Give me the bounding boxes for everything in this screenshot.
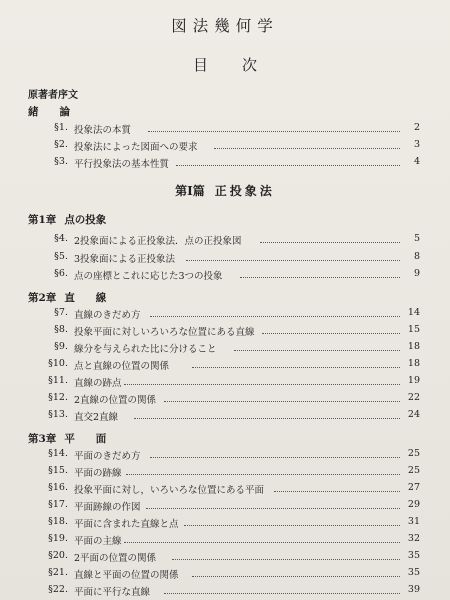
leader-dots [172,559,400,560]
part-number: 第Ⅰ篇 [175,184,205,198]
section-number: §1. [54,122,68,133]
chapter-title: 平 面 [64,433,107,445]
section-number: §14. [48,448,68,459]
toc-entry [0,409,450,423]
section-number: §19. [48,533,68,544]
leader-dots [262,333,400,334]
toc-entry [0,482,450,496]
entry-title: 2直線の位置の関係 [74,395,157,406]
entry-title: 点と直線の位置の関係 [74,361,170,372]
entry-title: 線分を与えられた比に分けること [74,344,217,355]
leader-dots [148,131,400,132]
section-number: §4. [54,233,68,244]
toc-entry [0,392,450,406]
leader-dots [124,542,400,543]
page-number: 4 [413,156,420,167]
leader-dots [150,316,400,317]
page-number: 19 [407,375,420,386]
entry-title: 直線の跡点 [74,378,122,389]
toc-title: 目次 [192,56,291,74]
section-number: §8. [54,324,68,335]
section-number: §12. [48,392,68,403]
chapter-heading [28,431,106,446]
section-number: §16. [48,482,68,493]
toc-entry [0,268,450,282]
page-number: 25 [407,465,420,476]
toc-entry [0,584,450,598]
page-number: 5 [413,233,420,244]
entry-title: 投象法の本質 [74,125,132,136]
section-number: §9. [54,341,68,352]
leader-dots [186,260,400,261]
chapter-title: 直 線 [64,292,107,304]
section-number: §5. [54,251,68,262]
entry-title: 平面に平行な直線 [74,587,151,598]
toc-entry [0,307,450,321]
toc-entry [0,550,450,564]
entry-title: 平行投象法の基本性質 [74,159,170,170]
entry-title: 直交2直線 [74,412,119,423]
leader-dots [126,474,400,475]
leader-dots [234,350,400,351]
part-heading [0,182,450,199]
chapter-heading [28,212,106,227]
toc-entry [0,567,450,581]
page-number: 14 [407,307,420,318]
leader-dots [164,593,400,594]
leader-dots [146,508,400,509]
leader-dots [274,491,400,492]
page-number: 35 [407,567,420,578]
book-title: 図法幾何学 [171,17,279,35]
page-number: 24 [407,409,420,420]
leader-dots [124,384,400,385]
page-number: 31 [407,516,420,527]
toc-entry [0,122,450,136]
page-number: 3 [413,139,420,150]
toc-entry [0,251,450,265]
toc-entry [0,139,450,153]
toc-entry [0,156,450,170]
leader-dots [214,148,400,149]
entry-title: 直線と平面の位置の関係 [74,570,179,581]
section-number: §22. [48,584,68,595]
section-number: §7. [54,307,68,318]
entry-title: 平面のきだめ方 [74,451,141,462]
entry-title: 投象平面に対しいろいろな位置にある直線 [74,327,255,338]
toc-entry [0,516,450,530]
chapter-heading [28,290,106,305]
page-number: 32 [407,533,420,544]
entry-title: 平面の主線 [74,536,122,547]
section-number: §11. [48,375,68,386]
intro-title: 緒 論 [28,106,70,118]
page-number: 8 [413,251,420,262]
page-number: 18 [407,341,420,352]
leader-dots [184,525,400,526]
entry-title: 点の座標とこれに応じた3つの投象 [74,271,223,282]
toc-entry [0,233,450,247]
toc-entry [0,448,450,462]
leader-dots [260,242,400,243]
leader-dots [134,418,400,419]
toc-entry [0,341,450,355]
page-number: 29 [407,499,420,510]
chapter-title: 点の投象 [64,214,107,226]
section-number: §21. [48,567,68,578]
toc-entry [0,324,450,338]
entry-title: 投象平面に対し，いろいろな位置にある平面 [74,485,265,496]
section-number: §17. [48,499,68,510]
page-number: 35 [407,550,420,561]
chapter-number: 第3章 [28,433,57,445]
toc-entry [0,358,450,372]
leader-dots [192,367,400,368]
entry-title: 直線のきだめ方 [74,310,141,321]
leader-dots [164,401,400,402]
page-number: 18 [407,358,420,369]
intro-heading [28,104,70,119]
chapter-number: 第2章 [28,292,57,304]
leader-dots [240,277,400,278]
entry-title: 2投象面による正投象法．点の正投象図 [74,236,242,247]
entry-title: 平面の跡線 [74,468,122,479]
leader-dots [176,165,400,166]
part-title: 正投象法 [214,184,275,198]
toc-entry [0,533,450,547]
page-number: 25 [407,448,420,459]
section-number: §3. [54,156,68,167]
entry-title: 平面に含まれた直線と点 [74,519,179,530]
entry-title: 平面跡線の作図 [74,502,141,513]
chapter-number: 第1章 [28,214,57,226]
page-number: 2 [413,122,420,133]
page-number: 39 [407,584,420,595]
section-number: §20. [48,550,68,561]
page-number: 27 [407,482,420,493]
section-number: §10. [48,358,68,369]
section-number: §18. [48,516,68,527]
toc-entry [0,465,450,479]
section-number: §15. [48,465,68,476]
section-number: §6. [54,268,68,279]
page-number: 22 [407,392,420,403]
entry-title: 3投象面による正投象法 [74,254,176,265]
leader-dots [192,576,400,577]
toc-entry [0,499,450,513]
toc-entry [0,375,450,389]
page-number: 15 [407,324,420,335]
entry-title: 2平面の位置の関係 [74,553,157,564]
entry-title: 投象法によった図面への要求 [74,142,198,153]
section-number: §13. [48,409,68,420]
section-number: §2. [54,139,68,150]
preface-heading: 原著者序文 [28,90,78,101]
leader-dots [150,457,400,458]
page-number: 9 [413,268,420,279]
